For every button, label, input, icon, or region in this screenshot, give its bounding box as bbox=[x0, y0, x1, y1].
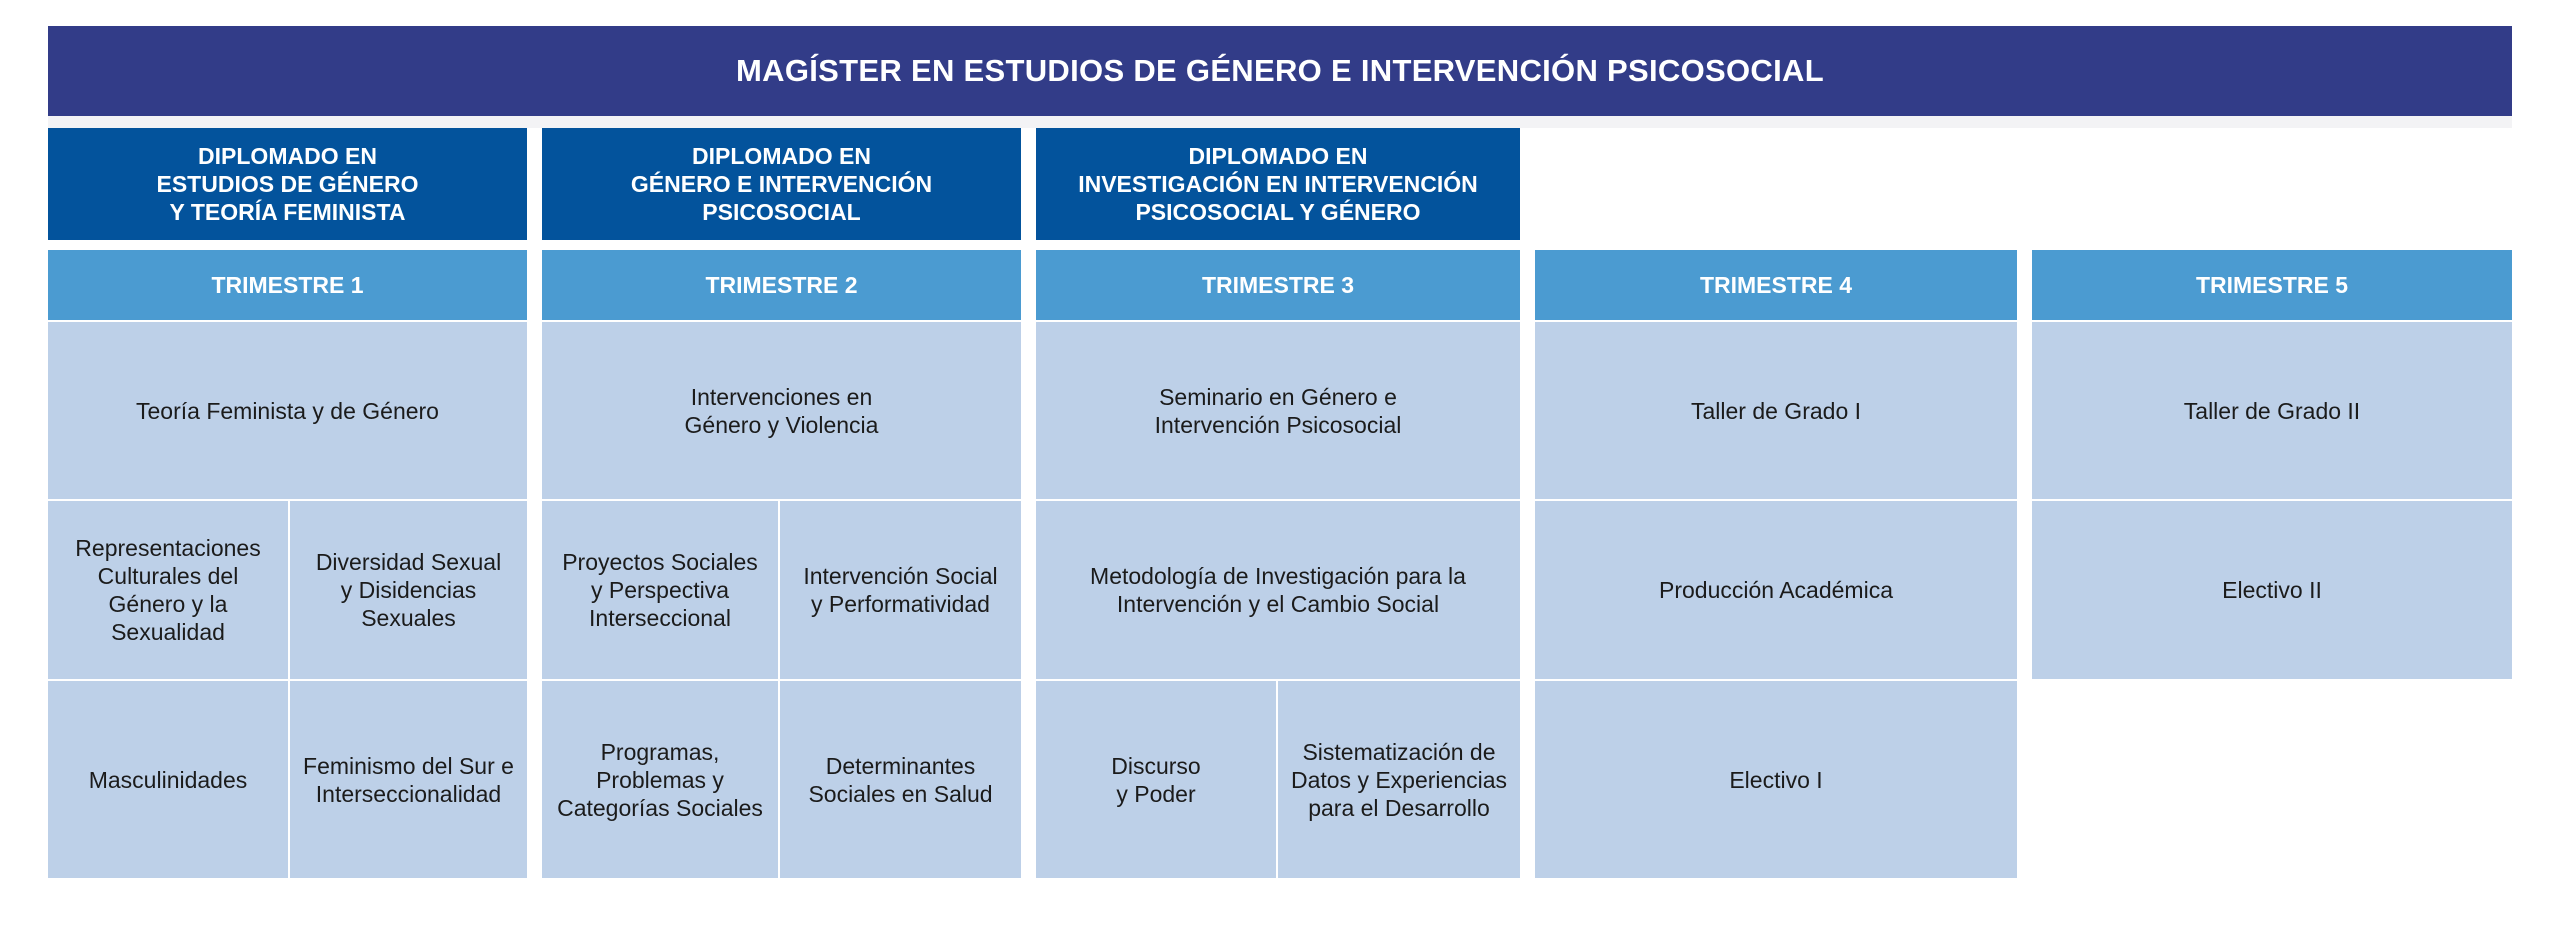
course-taller-de-grado-2: Taller de Grado II bbox=[2032, 322, 2512, 499]
course-teoria-feminista: Teoría Feminista y de Género bbox=[48, 322, 527, 499]
course-metodologia-investigacion: Metodología de Investigación para la Intervención y el Cambio Social bbox=[1036, 501, 1520, 679]
trimestre-5-header: TRIMESTRE 5 bbox=[2032, 250, 2512, 320]
diplomado-3-header: DIPLOMADO EN INVESTIGACIÓN EN INTERVENCIÓN PSICOSOCIAL Y GÉNERO bbox=[1036, 128, 1520, 240]
course-electivo-1: Electivo I bbox=[1535, 681, 2017, 878]
trimestre-4-header: TRIMESTRE 4 bbox=[1535, 250, 2017, 320]
diplomado-2-header: DIPLOMADO EN GÉNERO E INTERVENCIÓN PSICOSOCIAL bbox=[542, 128, 1021, 240]
course-diversidad-sexual: Diversidad Sexual y Disidencias Sexuales bbox=[290, 501, 527, 679]
course-representaciones-culturales: Representaciones Culturales del Género y la Sexualidad bbox=[48, 501, 288, 679]
diplomado-1-header: DIPLOMADO EN ESTUDIOS DE GÉNERO Y TEORÍA FEMINISTA bbox=[48, 128, 527, 240]
course-seminario-genero: Seminario en Género e Intervención Psicosocial bbox=[1036, 322, 1520, 499]
trimestre-3-header: TRIMESTRE 3 bbox=[1036, 250, 1520, 320]
trimestre-2-header: TRIMESTRE 2 bbox=[542, 250, 1021, 320]
course-intervenciones-genero-violencia: Intervenciones en Género y Violencia bbox=[542, 322, 1021, 499]
course-electivo-2: Electivo II bbox=[2032, 501, 2512, 679]
course-produccion-academica: Producción Académica bbox=[1535, 501, 2017, 679]
course-determinantes-sociales: Determinantes Sociales en Salud bbox=[780, 681, 1021, 878]
course-feminismo-del-sur: Feminismo del Sur e Interseccionalidad bbox=[290, 681, 527, 878]
program-title: MAGÍSTER EN ESTUDIOS DE GÉNERO E INTERVENCIÓN PSICOSOCIAL bbox=[48, 26, 2512, 116]
course-sistematizacion-datos: Sistematización de Datos y Experiencias para el Desarrollo bbox=[1278, 681, 1520, 878]
course-masculinidades: Masculinidades bbox=[48, 681, 288, 878]
course-proyectos-sociales: Proyectos Sociales y Perspectiva Interseccional bbox=[542, 501, 778, 679]
banner-underline bbox=[48, 116, 2512, 128]
trimestre-1-header: TRIMESTRE 1 bbox=[48, 250, 527, 320]
course-taller-de-grado-1: Taller de Grado I bbox=[1535, 322, 2017, 499]
course-intervencion-social: Intervención Social y Performatividad bbox=[780, 501, 1021, 679]
course-programas-problemas: Programas, Problemas y Categorías Sociales bbox=[542, 681, 778, 878]
course-discurso-y-poder: Discurso y Poder bbox=[1036, 681, 1276, 878]
